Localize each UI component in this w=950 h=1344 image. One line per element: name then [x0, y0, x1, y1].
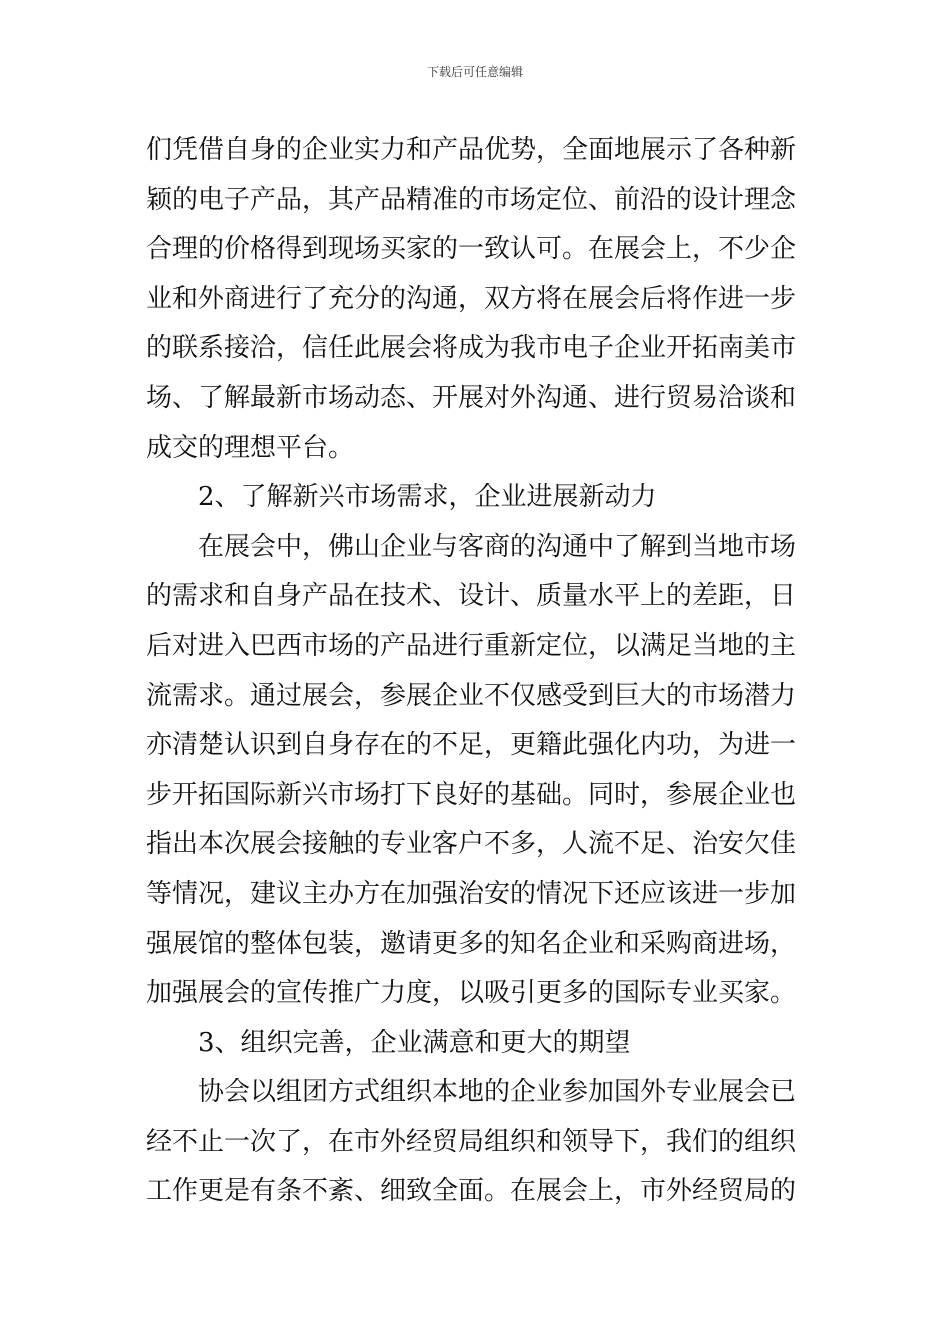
text-line: 场、了解最新市场动态、开展对外沟通、进行贸易洽谈和	[146, 382, 797, 413]
page-header: 下载后可任意编辑	[426, 65, 523, 79]
paragraph-first-line: 在展会中，佛山企业与客商的沟通中了解到当地市场	[198, 531, 797, 562]
text-line: 们凭借自身的企业实力和产品优势，全面地展示了各种新	[146, 135, 797, 165]
section-heading: 3、组织完善，企业满意和更大的期望	[198, 1027, 631, 1058]
text-line: 后对进入巴西市场的产品进行重新定位，以满足当地的主	[146, 630, 797, 661]
text-line: 亦清楚认识到自身存在的不足，更籍此强化内功，为进一	[146, 730, 797, 761]
section-heading: 2、了解新兴市场需求，企业进展新动力	[198, 482, 657, 513]
text-line: 强展馆的整体包装，邀请更多的知名企业和采购商进场，	[146, 928, 797, 959]
text-line: 的联系接洽，信任此展会将成为我市电子企业开拓南美市	[146, 333, 797, 364]
document-body	[146, 126, 814, 1217]
paragraph-first-line: 协会以组团方式组织本地的企业参加国外专业展会已	[198, 1077, 797, 1108]
text-line: 的需求和自身产品在技术、设计、质量水平上的差距，日	[146, 581, 797, 612]
text-line: 成交的理想平台。	[146, 432, 355, 463]
text-line: 经不止一次了，在市外经贸局组织和领导下，我们的组织	[146, 1126, 797, 1157]
text-line: 指出本次展会接触的专业客户不多，人流不足、治安欠佳	[146, 829, 797, 860]
text-line: 颖的电子产品，其产品精准的市场定位、前沿的设计理念	[146, 184, 797, 215]
text-line: 等情况，建议主办方在加强治安的情况下还应该进一步加	[146, 878, 797, 909]
text-line: 流需求。通过展会，参展企业不仅感受到巨大的市场潜力	[146, 680, 797, 711]
text-line: 工作更是有条不紊、细致全面。在展会上，市外经贸局的	[146, 1176, 797, 1207]
text-line: 步开拓国际新兴市场打下良好的基础。同时，参展企业也	[146, 779, 797, 810]
text-line: 合理的价格得到现场买家的一致认可。在展会上，不少企	[146, 234, 797, 265]
text-line: 业和外商进行了充分的沟通，双方将在展会后将作进一步	[146, 283, 797, 314]
text-line: 加强展会的宣传推广力度，以吸引更多的国际专业买家。	[146, 978, 797, 1009]
